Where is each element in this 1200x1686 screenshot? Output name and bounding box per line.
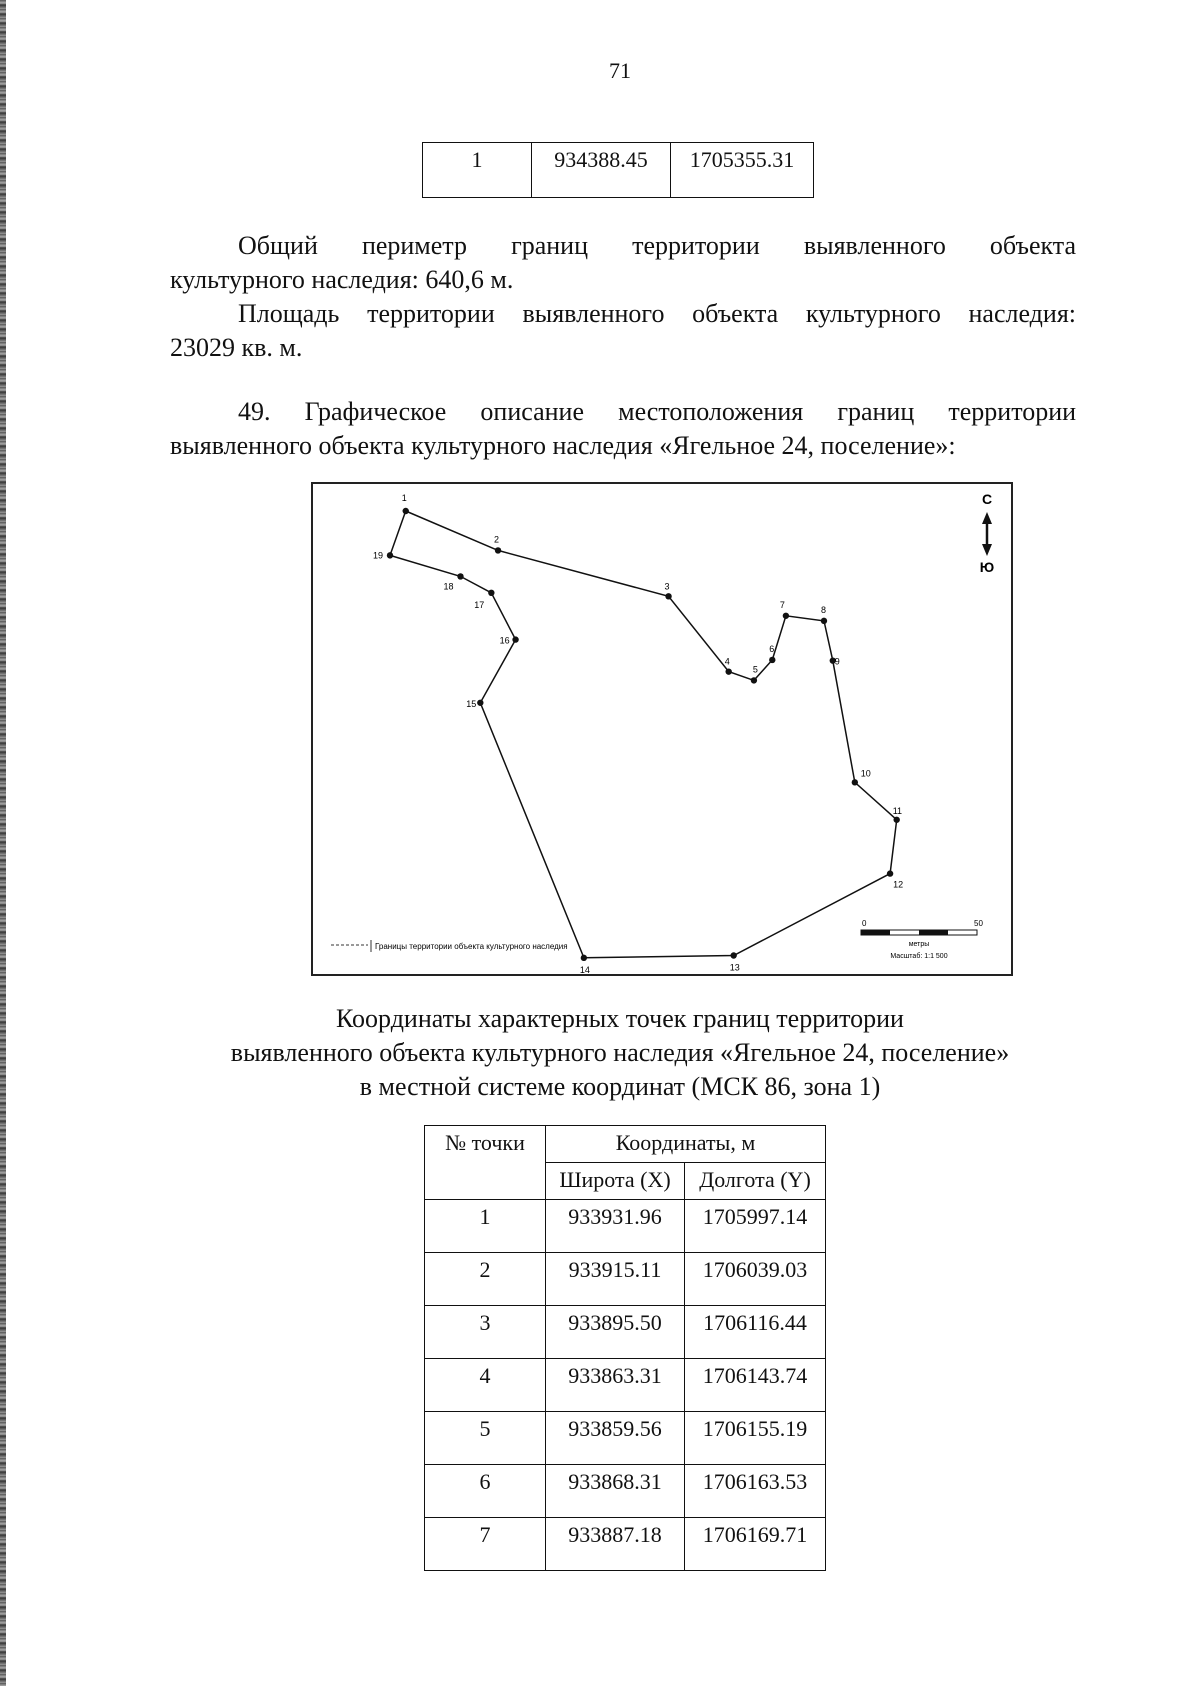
table-row (425, 1306, 826, 1359)
south-arrow-head-icon (982, 544, 992, 556)
word: границ (837, 397, 915, 426)
header-longitude: Долгота (Y) (685, 1163, 826, 1200)
table-row (425, 1253, 826, 1306)
boundary-point-11 (893, 817, 899, 823)
longitude-cell: 1706116.44 (685, 1306, 826, 1359)
word: выявленного (522, 299, 665, 328)
boundary-point-5 (751, 677, 757, 683)
boundary-point-15 (477, 700, 483, 706)
header-latitude: Широта (X) (546, 1163, 685, 1200)
word: территории (367, 299, 495, 328)
boundary-point-label: 16 (499, 635, 510, 646)
boundary-point-label: 3 (664, 581, 670, 592)
latitude-cell: 933887.18 (546, 1518, 685, 1571)
scale-units: метры (908, 941, 930, 948)
latitude-cell: 933863.31 (546, 1359, 685, 1412)
longitude-cell: 1706169.71 (685, 1518, 826, 1571)
table-row (425, 1412, 826, 1465)
table-row (425, 1465, 826, 1518)
legend-label: Границы территории объекта культурного наследия (375, 942, 568, 951)
word: Площадь (238, 299, 340, 328)
word: описание (480, 397, 585, 426)
boundary-point-label: 4 (724, 656, 730, 667)
scale-bar (861, 919, 983, 960)
boundary-point-label: 13 (729, 962, 740, 973)
boundary-point-14 (581, 955, 587, 961)
boundary-point-label: 1 (401, 493, 407, 503)
territory-boundary (390, 511, 897, 958)
longitude-cell: 1706039.03 (685, 1253, 826, 1306)
point-number-cell: 4 (425, 1359, 546, 1412)
table-row (425, 1200, 826, 1253)
boundary-point-label: 18 (443, 581, 454, 592)
latitude-cell: 933859.56 (546, 1412, 685, 1465)
caption-line: в местной системе координат (МСК 86, зона 1) (359, 1072, 881, 1101)
boundary-point-18 (457, 573, 463, 579)
header-coordinates: Координаты, м (546, 1126, 826, 1163)
boundary-point-label: 5 (752, 664, 758, 675)
area-value: 23029 кв. м. (170, 333, 303, 362)
north-label: С (981, 491, 993, 507)
latitude-cell: 933895.50 (546, 1306, 685, 1359)
boundary-point-label: 17 (474, 599, 485, 610)
boundary-point-7 (783, 613, 789, 619)
coordinates-table (424, 1125, 826, 1571)
coordinates-caption (140, 1002, 1100, 1104)
caption-line: выявленного объекта культурного наследия «Ягельное 24, поселение» (230, 1038, 1010, 1067)
word: периметр (361, 231, 467, 260)
boundary-point-label: 14 (579, 964, 590, 974)
longitude-cell: 1705355.31 (671, 143, 814, 198)
boundary-point-4 (725, 668, 731, 674)
point-number-cell: 1 (425, 1200, 546, 1253)
header-point-number: № точки (425, 1126, 546, 1200)
point-number-cell: 6 (425, 1465, 546, 1518)
longitude-cell: 1706155.19 (685, 1412, 826, 1465)
word: территории (948, 397, 1077, 426)
section-number: 49. (238, 397, 271, 426)
table-row (423, 143, 814, 198)
boundary-point-label: 10 (860, 768, 871, 779)
south-label: Ю (979, 559, 995, 575)
point-number-cell: 1 (423, 143, 532, 198)
section-49-heading (170, 395, 1076, 463)
latitude-cell: 933931.96 (546, 1200, 685, 1253)
boundary-point-17 (488, 590, 494, 596)
boundary-map-svg (313, 484, 1011, 974)
boundary-point-6 (769, 657, 775, 663)
table-row (425, 1518, 826, 1571)
latitude-cell: 934388.45 (532, 143, 671, 198)
boundary-points (373, 493, 903, 974)
point-number-cell: 7 (425, 1518, 546, 1571)
boundary-point-10 (852, 779, 858, 785)
perimeter-value: культурного наследия: 640,6 м. (170, 265, 514, 294)
point-number-cell: 2 (425, 1253, 546, 1306)
boundary-point-8 (821, 618, 827, 624)
table-row (425, 1359, 826, 1412)
boundary-point-label: 6 (769, 643, 775, 654)
longitude-cell: 1705997.14 (685, 1200, 826, 1253)
map-legend (331, 940, 568, 952)
boundary-point-19 (387, 552, 393, 558)
boundary-point-3 (665, 593, 671, 599)
boundary-point-label: 19 (373, 550, 384, 561)
perimeter-paragraph (170, 229, 1076, 297)
word: выявленного (803, 231, 946, 260)
latitude-cell: 933915.11 (546, 1253, 685, 1306)
word: территории (632, 231, 760, 260)
point-number-cell: 3 (425, 1306, 546, 1359)
boundary-map (311, 482, 1013, 976)
word: Графическое (304, 397, 447, 426)
boundary-point-label: 8 (821, 604, 827, 615)
longitude-cell: 1706143.74 (685, 1359, 826, 1412)
longitude-cell: 1706163.53 (685, 1465, 826, 1518)
page-number: 71 (609, 58, 631, 83)
continued-coordinates-table (422, 142, 814, 198)
word: местоположения (618, 397, 804, 426)
boundary-point-label: 11 (892, 805, 903, 816)
boundary-point-13 (730, 952, 736, 958)
word: границ (511, 231, 589, 260)
scale-end-label: 50 (974, 919, 983, 928)
latitude-cell: 933868.31 (546, 1465, 685, 1518)
boundary-point-label: 9 (834, 656, 840, 667)
caption-line: Координаты характерных точек границ территории (336, 1004, 904, 1033)
boundary-point-label: 2 (494, 534, 500, 545)
word: наследия: (968, 299, 1077, 328)
word: культурного (805, 299, 941, 328)
boundary-point-12 (887, 870, 893, 876)
section-title-continuation: выявленного объекта культурного наследия «Ягельное 24, поселение»: (170, 431, 956, 460)
word: объекта (989, 231, 1076, 260)
north-arrow (980, 491, 994, 575)
word: объекта (692, 299, 779, 328)
boundary-point-1 (403, 508, 409, 514)
scan-binding-edge (0, 0, 6, 1686)
word: Общий (238, 231, 318, 260)
boundary-point-label: 7 (779, 599, 785, 610)
table-header-row (425, 1126, 826, 1163)
boundary-point-16 (512, 636, 518, 642)
boundary-point-label: 15 (466, 698, 477, 709)
point-number-cell: 5 (425, 1412, 546, 1465)
boundary-point-2 (495, 547, 501, 553)
boundary-point-label: 12 (893, 879, 904, 890)
scale-start-label: 0 (862, 919, 867, 928)
scale-ratio: Масштаб: 1:1 500 (890, 953, 948, 960)
area-paragraph (170, 297, 1076, 365)
